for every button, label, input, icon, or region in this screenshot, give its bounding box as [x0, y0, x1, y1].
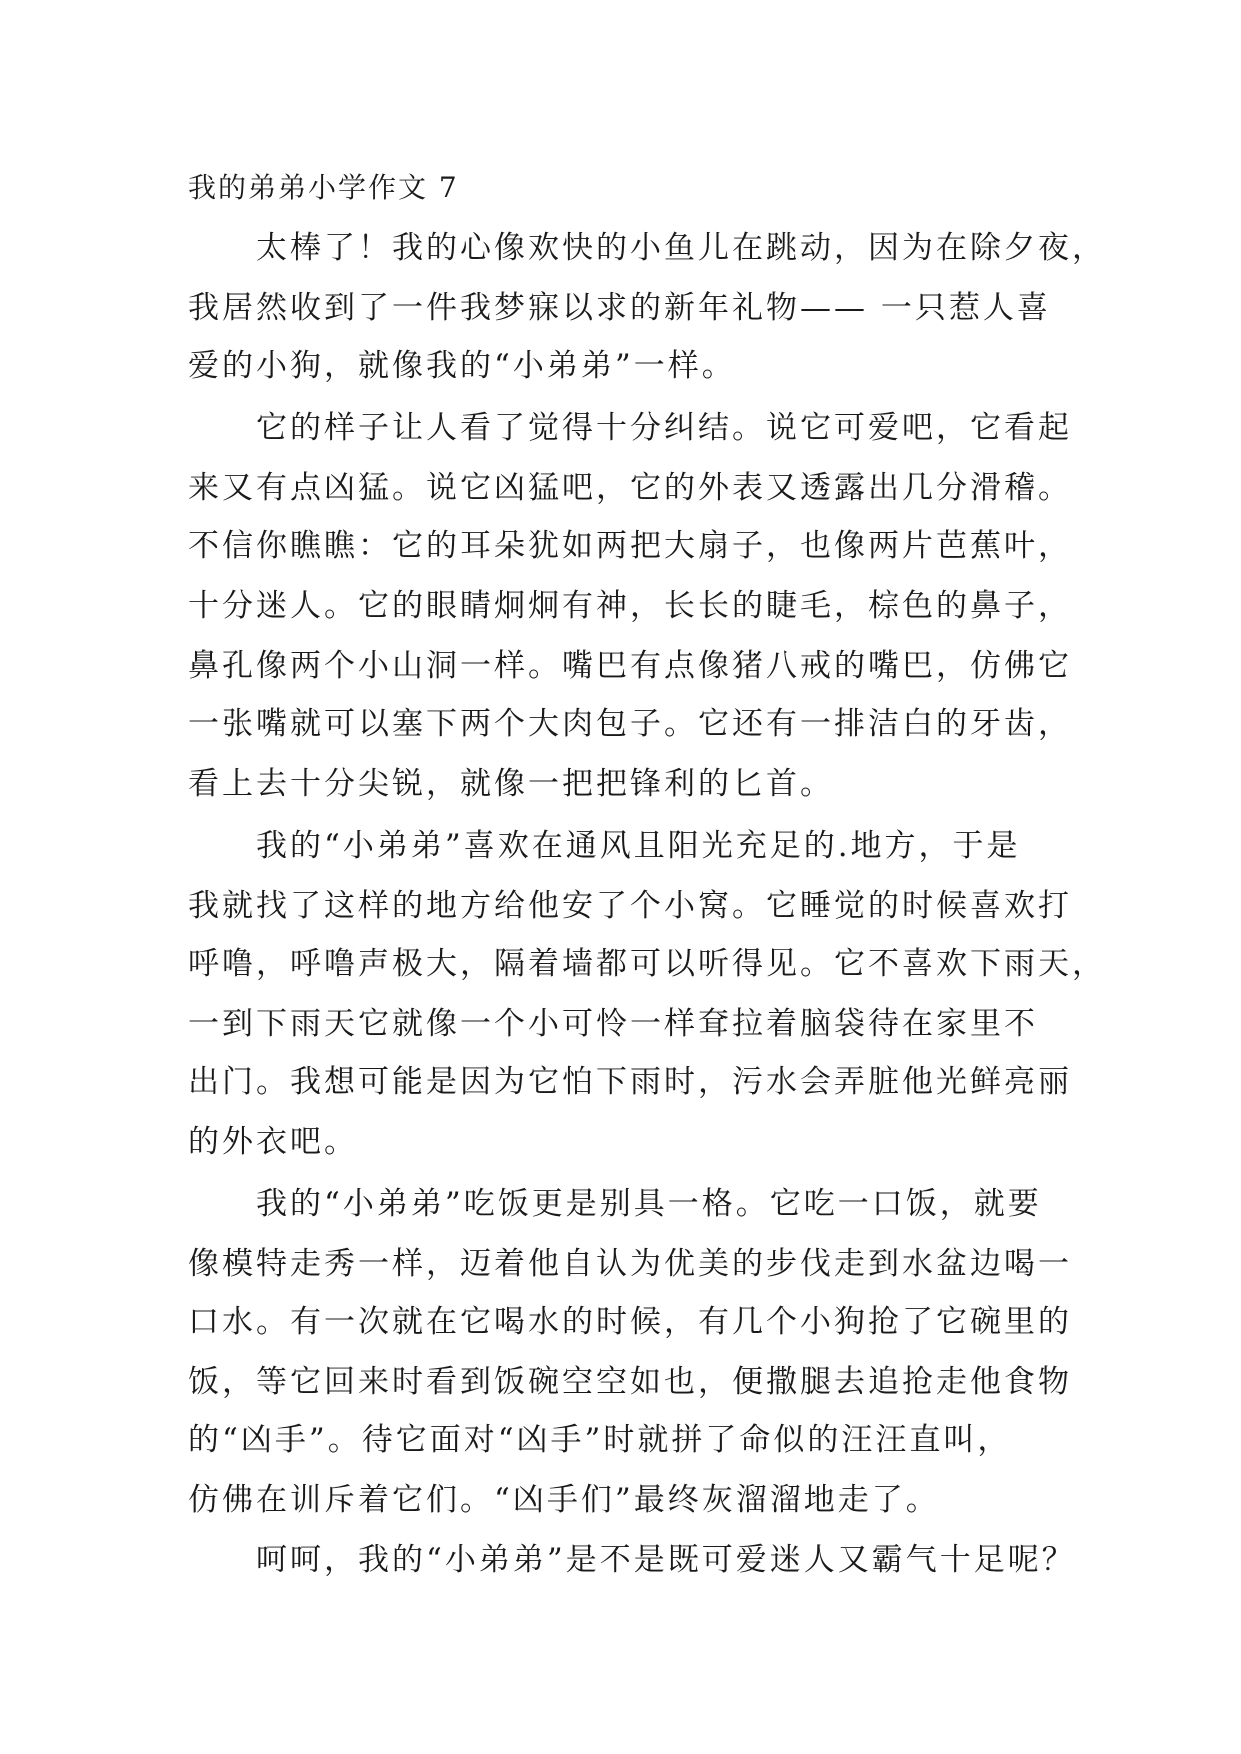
- paragraph-line: 出门。我想可能是因为它怕下雨时，污水会弄脏他光鲜亮丽: [188, 1064, 1072, 1100]
- paragraph-line: 像模特走秀一样，迈着他自认为优美的步伐走到水盆边喝一: [188, 1246, 1072, 1282]
- paragraph-line: 我就找了这样的地方给他安了个小窝。它睡觉的时候喜欢打: [188, 888, 1072, 924]
- paragraph-line: 呼噜，呼噜声极大，隔着墙都可以听得见。它不喜欢下雨天，: [188, 946, 1106, 982]
- paragraph-line: 不信你瞧瞧：它的耳朵犹如两把大扇子，也像两片芭蕉叶，: [188, 528, 1072, 564]
- paragraph-line: 的外衣吧。: [188, 1124, 358, 1160]
- paragraph-line: 我的“小弟弟”喜欢在通风且阳光充足的.地方，于是: [256, 828, 1021, 864]
- paragraph-line: 饭，等它回来时看到饭碗空空如也，便撒腿去追抢走他食物: [188, 1364, 1072, 1400]
- paragraph-line: 口水。有一次就在它喝水的时候，有几个小狗抢了它碗里的: [188, 1304, 1072, 1340]
- paragraph-line: 太棒了！我的心像欢快的小鱼儿在跳动，因为在除夕夜，: [256, 230, 1106, 266]
- paragraph-line: 鼻孔像两个小山洞一样。嘴巴有点像猪八戒的嘴巴，仿佛它: [188, 648, 1072, 684]
- paragraph-line: 十分迷人。它的眼睛炯炯有神，长长的睫毛，棕色的鼻子，: [188, 588, 1072, 624]
- paragraph-line: 的“凶手”。待它面对“凶手”时就拼了命似的汪汪直叫，: [188, 1422, 1012, 1458]
- paragraph-line: 一到下雨天它就像一个小可怜一样耷拉着脑袋待在家里不: [188, 1006, 1038, 1042]
- paragraph-line: 我居然收到了一件我梦寐以求的新年礼物—— 一只惹人喜: [188, 290, 1051, 326]
- paragraph-line: 我的“小弟弟”吃饭更是别具一格。它吃一口饭，就要: [256, 1186, 1042, 1222]
- paragraph-line: 爱的小狗，就像我的“小弟弟”一样。: [188, 348, 736, 384]
- document-title: 我的弟弟小学作文 7: [188, 171, 459, 204]
- paragraph-line: 一张嘴就可以塞下两个大肉包子。它还有一排洁白的牙齿，: [188, 706, 1072, 742]
- paragraph-line: 它的样子让人看了觉得十分纠结。说它可爱吧，它看起: [256, 410, 1072, 446]
- paragraph-line: 呵呵，我的“小弟弟”是不是既可爱迷人又霸气十足呢？: [256, 1542, 1076, 1578]
- paragraph-line: 来又有点凶猛。说它凶猛吧，它的外表又透露出几分滑稽。: [188, 470, 1072, 506]
- paragraph-line: 看上去十分尖锐，就像一把把锋利的匕首。: [188, 766, 834, 802]
- paragraph-line: 仿佛在训斥着它们。“凶手们”最终灰溜溜地走了。: [188, 1482, 940, 1518]
